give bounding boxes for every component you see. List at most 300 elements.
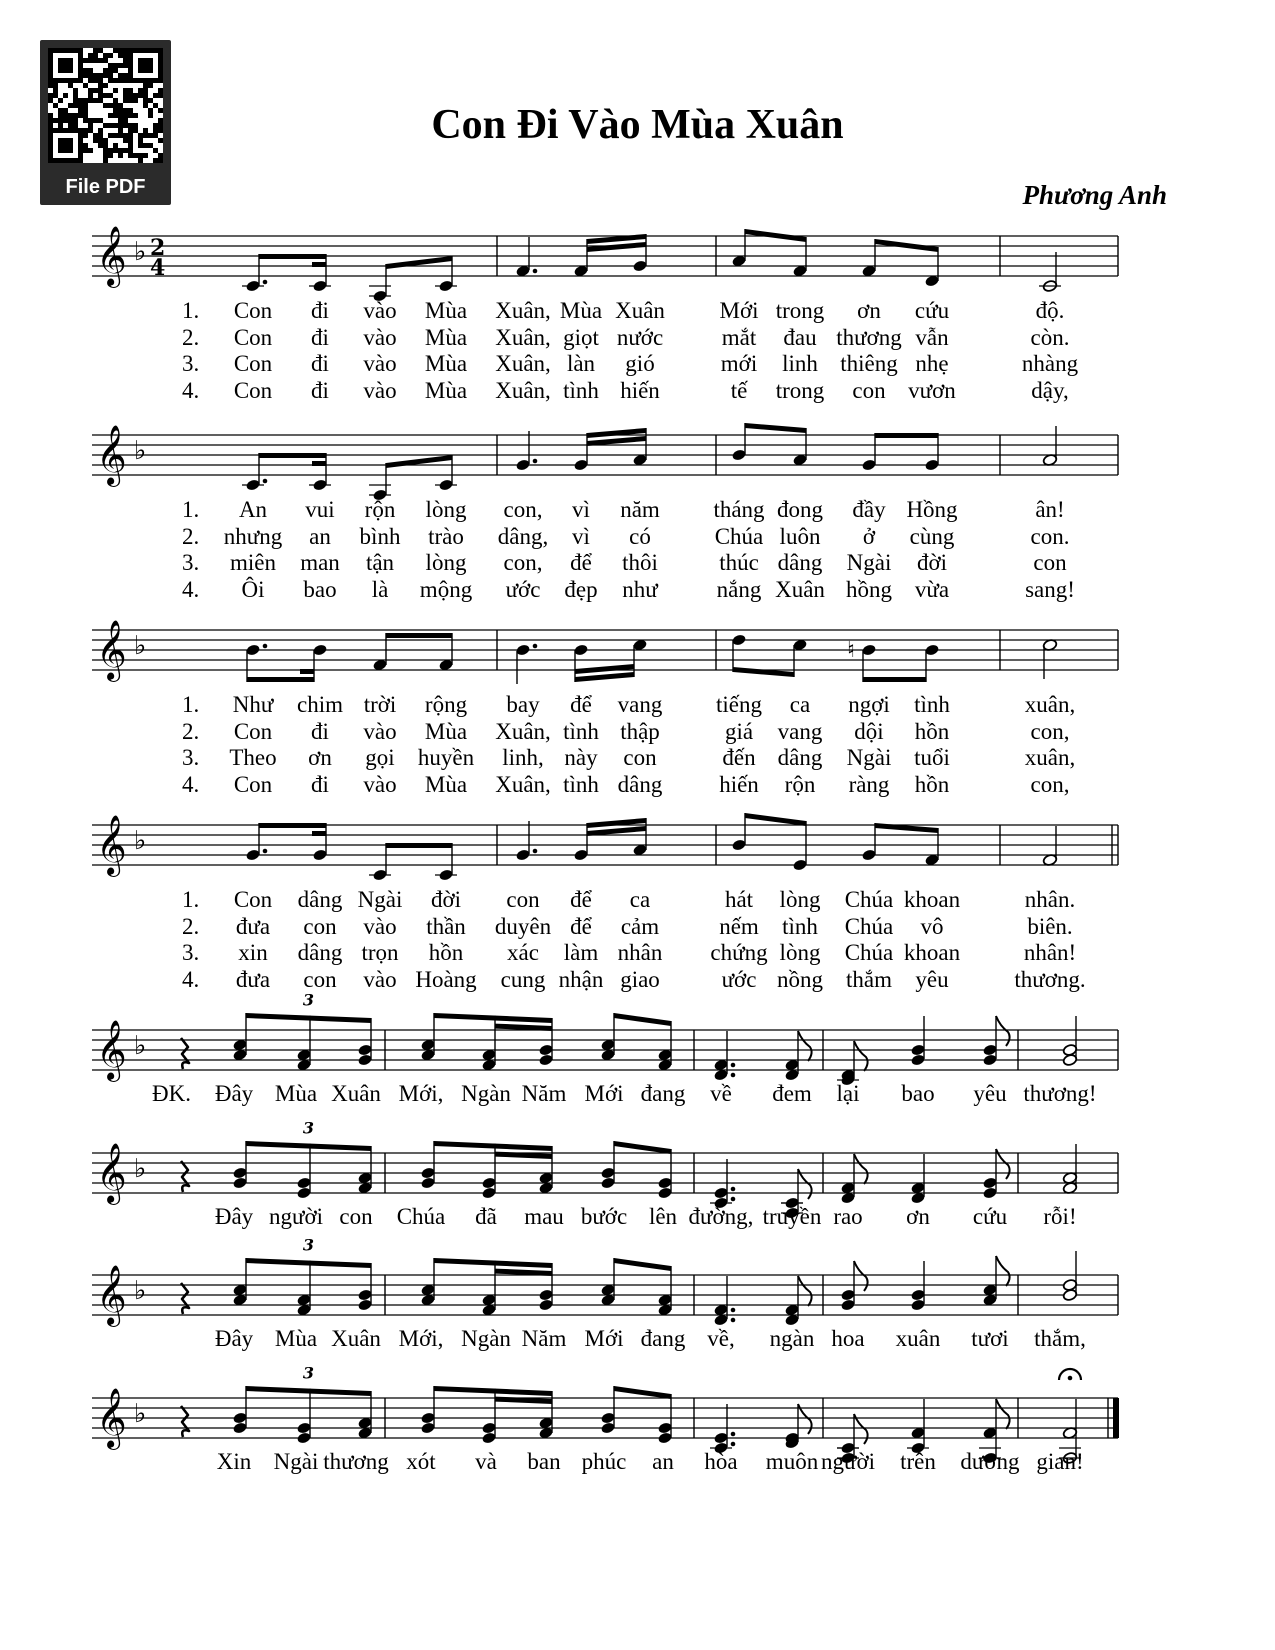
lyric-syllable: Con — [233, 377, 273, 403]
lyric-syllable: linh — [782, 351, 818, 376]
verse-number: 3. — [182, 351, 200, 376]
lyric-syllable: giao — [620, 966, 660, 992]
lyric-syllable: dậy, — [1031, 377, 1069, 403]
lyric-syllable: Ngài — [357, 887, 403, 912]
lyric-syllable: Mới, — [398, 1326, 444, 1351]
lyric-syllable: dương — [960, 1449, 1020, 1474]
qr-label: File PDF — [65, 176, 146, 198]
lyric-syllable: ước — [505, 576, 541, 602]
lyric-syllable: hồn — [914, 771, 950, 797]
lyric-syllable: Mùa — [424, 298, 468, 323]
lyric-syllable: đã — [475, 1204, 497, 1229]
lyric-syllable: Mới — [719, 298, 759, 323]
augmentation-dot — [263, 644, 268, 649]
lyric-syllable: Xin — [216, 1449, 252, 1474]
lyric-syllable: con. — [1030, 523, 1070, 549]
lyric-syllable: dâng, — [497, 523, 549, 549]
lyric-syllable: đến — [722, 745, 756, 770]
quarter-rest-icon — [181, 1283, 189, 1314]
composer-name: Phương Anh — [1022, 180, 1167, 210]
treble-clef-icon: 𝄞 — [96, 620, 127, 680]
lyric-syllable: Ngàn — [461, 1326, 511, 1351]
lyric-syllable: đời — [430, 887, 462, 912]
lyric-syllable: giọt — [563, 324, 599, 350]
lyric-syllable: man — [300, 550, 340, 575]
lyric-syllable: đi — [311, 298, 329, 323]
lyric-syllable: nhân — [617, 940, 663, 965]
lyric-syllable: con, — [503, 497, 543, 522]
lyric-syllable: ngợi — [848, 692, 890, 717]
final-barline — [1113, 1398, 1119, 1438]
lyric-syllable: Xuân, — [495, 377, 551, 403]
lyric-syllable: làn — [566, 351, 596, 376]
lyric-syllable: tình — [563, 377, 599, 403]
lyric-syllable: Chúa — [844, 913, 894, 939]
lyric-syllable: Ngài — [846, 745, 892, 770]
lyric-syllable: xác — [507, 940, 539, 965]
lyric-syllable: Năm — [521, 1081, 567, 1106]
lyric-syllable: tận — [365, 550, 395, 575]
lyric-syllable: hiến — [719, 771, 759, 797]
page-title: Con Đi Vào Mùa Xuân — [431, 102, 844, 148]
lyric-syllable: Mùa — [559, 298, 603, 323]
lyric-syllable: vui — [305, 497, 335, 522]
beam — [246, 1386, 371, 1396]
augmentation-dot — [731, 1308, 736, 1313]
beam — [386, 633, 452, 638]
lyric-syllable: duyên — [494, 913, 552, 939]
lyric-syllable: cứu — [972, 1204, 1008, 1229]
flat-sign-icon: ♭ — [134, 436, 147, 466]
lyric-syllable: Ngàn — [461, 1081, 511, 1106]
beam — [246, 1141, 371, 1151]
lyric-syllable: vào — [363, 771, 397, 797]
lyric-syllable: rộn — [784, 771, 816, 797]
beam — [614, 1013, 671, 1026]
lyric-syllable: đưa — [235, 913, 271, 939]
verse-number: 3. — [182, 745, 200, 770]
augmentation-dot — [263, 849, 268, 854]
lyric-syllable: con, — [1030, 771, 1070, 797]
lyric-syllable: chứng — [710, 940, 768, 965]
lyric-syllable: Mới, — [398, 1081, 444, 1106]
lyric-syllable: tình — [563, 718, 599, 744]
lyric-syllable: ban — [527, 1449, 561, 1474]
beam — [259, 254, 326, 259]
beam — [614, 1258, 671, 1271]
augmentation-dot — [533, 459, 538, 464]
lyric-syllable: rỗi! — [1043, 1204, 1077, 1229]
lyric-syllable: nồng — [777, 966, 823, 992]
lyric-syllable: đang — [640, 1326, 686, 1351]
lyric-syllable: năm — [620, 497, 660, 522]
lyric-syllable: tế — [730, 377, 748, 403]
lyric-syllable: Con — [233, 887, 273, 912]
lyric-syllable: đầy — [852, 497, 886, 522]
beam — [259, 823, 326, 828]
lyric-syllable: luôn — [779, 523, 821, 549]
quarter-rest-icon — [181, 1406, 189, 1437]
beam — [246, 1258, 371, 1268]
lyric-syllable: người — [268, 1204, 324, 1229]
verse-number: 2. — [182, 913, 200, 939]
lyric-syllable: Con — [233, 718, 273, 744]
lyric-syllable: để — [570, 692, 592, 717]
lyric-syllable: này — [564, 745, 598, 770]
lyric-syllable: thương. — [1014, 966, 1086, 992]
beam — [614, 1141, 671, 1154]
verse-number: 2. — [182, 324, 200, 350]
lyric-syllable: huyền — [417, 745, 475, 770]
beam — [745, 813, 806, 826]
augmentation-dot — [263, 479, 268, 484]
note-flag — [798, 1031, 812, 1061]
augmentation-dot — [263, 280, 268, 285]
lyric-syllable: độ. — [1035, 298, 1065, 323]
lyric-syllable: phúc — [581, 1449, 627, 1474]
lyric-syllable: đi — [311, 324, 329, 350]
verse-number: 4. — [182, 576, 200, 602]
lyric-syllable: hồn — [914, 718, 950, 744]
beam-secondary — [587, 242, 646, 252]
lyric-syllable: Mùa — [424, 377, 468, 403]
lyric-syllable: con, — [503, 550, 543, 575]
lyric-syllable: lòng — [779, 887, 821, 912]
lyric-syllable: đi — [311, 718, 329, 744]
lyric-syllable: Theo — [229, 745, 277, 770]
fermata-dot — [1068, 1376, 1073, 1381]
lyric-syllable: dội — [854, 718, 884, 744]
lyric-syllable: về, — [707, 1326, 735, 1351]
flat-sign-icon: ♭ — [134, 237, 147, 267]
time-signature-bottom: 4 — [150, 255, 166, 281]
lyric-syllable: hát — [724, 887, 754, 912]
lyric-syllable: thương! — [1023, 1081, 1097, 1106]
lyric-syllable: con — [1033, 550, 1067, 575]
verse-number: 3. — [182, 940, 200, 965]
beam — [386, 455, 452, 468]
flat-sign-icon: ♭ — [134, 1276, 147, 1306]
lyric-syllable: Chúa — [844, 940, 894, 965]
lyric-syllable: trời — [363, 692, 397, 717]
lyric-syllable: lòng — [779, 940, 821, 965]
lyric-syllable: Mới — [584, 1326, 624, 1351]
lyric-syllable: đẹp — [564, 576, 598, 602]
quarter-rest-icon — [181, 1038, 189, 1069]
lyric-syllable: hồn — [428, 940, 464, 965]
augmentation-dot — [731, 1073, 736, 1078]
note-flag — [798, 1276, 812, 1306]
flat-sign-icon: ♭ — [134, 1154, 147, 1184]
beam — [614, 1386, 671, 1399]
lyric-syllable: xót — [406, 1449, 436, 1474]
lyric-syllable: ngàn — [769, 1326, 815, 1351]
lyric-syllable: thôi — [622, 550, 658, 575]
lyric-syllable: vào — [363, 377, 397, 403]
lyric-syllable: vào — [363, 966, 397, 992]
lyric-syllable: đi — [311, 351, 329, 376]
lyric-syllable: thập — [620, 718, 660, 744]
lyric-syllable: vào — [363, 913, 397, 939]
augmentation-dot — [533, 269, 538, 274]
beam — [587, 428, 646, 438]
flat-sign-icon: ♭ — [134, 631, 147, 661]
lyric-syllable: vang — [777, 718, 823, 744]
lyric-syllable: con — [506, 887, 540, 912]
lyric-syllable: xin — [238, 940, 268, 965]
lyric-syllable: hoa — [831, 1326, 865, 1351]
beam — [587, 818, 646, 828]
lyric-syllable: Xuân, — [495, 351, 551, 376]
beam-partial — [312, 461, 326, 466]
lyric-syllable: con — [623, 745, 657, 770]
verse-number: 2. — [182, 718, 200, 744]
lyric-syllable: bước — [580, 1204, 628, 1229]
lyric-syllable: đong — [777, 497, 823, 522]
lyric-syllable: để — [570, 913, 592, 939]
lyric-syllable: thúc — [719, 550, 759, 575]
lyric-syllable: nhàng — [1021, 351, 1079, 376]
lyric-syllable: cảm — [620, 913, 660, 939]
lyric-syllable: nếm — [719, 913, 759, 939]
beam — [434, 1386, 552, 1396]
lyric-syllable: đang — [640, 1081, 686, 1106]
triplet-number: 3 — [302, 990, 315, 1010]
lyric-syllable: Mùa — [424, 351, 468, 376]
lyric-syllable: Xuân, — [495, 298, 551, 323]
lyric-syllable: Xuân — [615, 298, 665, 323]
verse-number: 1. — [182, 298, 200, 323]
augmentation-dot — [731, 1197, 736, 1202]
lyric-syllable: mắt — [721, 324, 757, 350]
flat-sign-icon: ♭ — [134, 1399, 147, 1429]
lyric-syllable: yêu — [973, 1081, 1007, 1106]
treble-clef-icon: 𝄞 — [96, 1143, 127, 1203]
lyric-syllable: vào — [363, 298, 397, 323]
lyric-syllable: bao — [901, 1081, 935, 1106]
lyric-syllable: tình — [914, 692, 950, 717]
lyric-syllable: như — [622, 576, 658, 602]
verse-number: 4. — [182, 771, 200, 797]
lyric-syllable: nắng — [716, 576, 762, 602]
augmentation-dot — [533, 849, 538, 854]
verse-number: 1. — [182, 497, 200, 522]
lyric-syllable: dâng — [777, 550, 823, 575]
lyric-syllable: dâng — [617, 771, 663, 797]
lyric-syllable: bình — [359, 523, 401, 549]
flat-sign-icon: ♭ — [134, 1031, 147, 1061]
lyric-syllable: thương — [323, 1449, 389, 1474]
lyric-syllable: ca — [629, 887, 651, 912]
treble-clef-icon: 𝄞 — [96, 1388, 127, 1448]
lyric-syllable: vì — [572, 523, 590, 549]
lyric-syllable: ước — [721, 966, 757, 992]
lyric-syllable: Chúa — [396, 1204, 446, 1229]
note-flag — [854, 1041, 868, 1071]
lyric-syllable: Xuân, — [495, 718, 551, 744]
lyric-syllable: mau — [524, 1204, 564, 1229]
beam — [875, 433, 938, 438]
lyric-syllable: mộng — [419, 576, 473, 602]
beam — [386, 256, 452, 269]
lyric-syllable: rộng — [424, 692, 468, 717]
triplet-number: 3 — [302, 1118, 315, 1138]
lyric-syllable: lên — [648, 1204, 678, 1229]
lyric-syllable: thắm — [846, 966, 892, 992]
lyric-syllable: nước — [616, 324, 664, 350]
lyric-syllable: vang — [617, 692, 663, 717]
lyric-syllable: lòng — [425, 497, 467, 522]
lyric-syllable: muôn — [765, 1449, 819, 1474]
lyric-syllable: con — [303, 966, 337, 992]
lyric-syllable: Con — [233, 771, 273, 797]
lyric-syllable: truyền — [762, 1204, 822, 1229]
lyric-syllable: đường, — [688, 1204, 754, 1229]
lyric-syllable: hòa — [704, 1449, 738, 1474]
lyric-syllable: có — [629, 523, 651, 549]
lyric-syllable: dâng — [777, 745, 823, 770]
lyric-syllable: đời — [916, 550, 948, 575]
beam — [434, 1013, 552, 1023]
lyric-syllable: Chúa — [844, 887, 894, 912]
lyric-syllable: ca — [789, 692, 811, 717]
lyric-syllable: giá — [724, 718, 754, 744]
lyric-syllable: cùng — [909, 523, 955, 549]
lyric-syllable: an — [652, 1449, 674, 1474]
verse-number: 3. — [182, 550, 200, 575]
beam — [246, 1013, 371, 1023]
lyric-syllable: Xuân, — [495, 324, 551, 350]
lyric-syllable: Mùa — [274, 1326, 318, 1351]
lyric-syllable: đi — [311, 377, 329, 403]
lyric-syllable: còn. — [1030, 324, 1070, 350]
lyric-syllable: con — [303, 913, 337, 939]
beam — [247, 677, 314, 682]
lyric-syllable: Mùa — [424, 718, 468, 744]
lyric-syllable: hồng — [846, 576, 892, 602]
lyric-syllable: ở — [862, 523, 876, 549]
lyric-syllable: trong — [775, 298, 825, 323]
lyric-syllable: làm — [563, 940, 599, 965]
beam — [733, 667, 794, 677]
lyric-syllable: An — [238, 497, 268, 522]
lyric-syllable: Con — [233, 351, 273, 376]
augmentation-dot — [731, 1432, 736, 1437]
lyric-syllable: sang! — [1025, 576, 1075, 602]
lyric-syllable: gọi — [365, 745, 395, 770]
lyric-syllable: trọn — [361, 940, 399, 965]
beam — [575, 672, 634, 682]
note-flag — [996, 1016, 1010, 1046]
lyric-syllable: Ôi — [241, 576, 265, 602]
lyric-syllable: xuân — [895, 1326, 941, 1351]
augmentation-dot — [731, 1187, 736, 1192]
treble-clef-icon: 𝄞 — [96, 1265, 127, 1325]
lyric-syllable: Xuân — [775, 576, 825, 602]
lyric-syllable: linh, — [502, 745, 544, 770]
treble-clef-icon: 𝄞 — [96, 226, 127, 286]
lyric-syllable: Đây — [214, 1204, 254, 1229]
lyric-syllable: thiêng — [840, 351, 898, 376]
lyric-syllable: nhân! — [1023, 940, 1077, 965]
lyric-syllable: ơn — [906, 1204, 930, 1229]
lyric-syllable: Xuân — [331, 1326, 381, 1351]
lyric-syllable: Đây — [214, 1326, 254, 1351]
lyric-syllable: ràng — [848, 771, 890, 797]
lyric-syllable: nhưng — [223, 523, 283, 549]
lyric-syllable: con, — [1030, 718, 1070, 744]
lyric-syllable: lại — [836, 1081, 860, 1106]
lyric-syllable: tình — [563, 771, 599, 797]
verse-number: 1. — [182, 887, 200, 912]
augmentation-dot — [731, 1063, 736, 1068]
lyric-syllable: đi — [311, 771, 329, 797]
lyric-syllable: Mùa — [274, 1081, 318, 1106]
lyric-syllable: bay — [506, 692, 540, 717]
lyric-syllable: vừa — [914, 576, 950, 602]
lyric-syllable: lòng — [425, 550, 467, 575]
lyric-syllable: Mùa — [424, 324, 468, 350]
lyric-syllable: khoan — [903, 887, 961, 912]
lyric-syllable: Đây — [214, 1081, 254, 1106]
lyric-syllable: để — [570, 887, 592, 912]
lyric-syllable: về — [710, 1081, 732, 1106]
beam-partial — [312, 262, 326, 267]
beam — [386, 843, 452, 848]
beam-partial — [312, 831, 326, 836]
lyric-syllable: tuổi — [914, 745, 950, 770]
lyric-syllable: dâng — [297, 887, 343, 912]
lyric-syllable: biên. — [1027, 913, 1073, 939]
lyric-syllable: đem — [772, 1081, 812, 1106]
verse-number: 4. — [182, 377, 200, 403]
lyric-syllable: để — [570, 550, 592, 575]
lyric-syllable: Ngài — [273, 1449, 319, 1474]
lyric-syllable: trong — [775, 377, 825, 403]
verse-number: 4. — [182, 966, 200, 992]
lyric-syllable: ơn — [857, 298, 881, 323]
lyric-syllable: là — [371, 576, 389, 602]
lyric-syllable: vào — [363, 324, 397, 350]
natural-sign-icon: ♮ — [847, 638, 855, 663]
lyric-syllable: trào — [428, 523, 464, 549]
beam — [863, 677, 926, 682]
lyric-syllable: vẫn — [915, 324, 949, 350]
lyric-syllable: cung — [500, 966, 546, 992]
lyric-syllable: Năm — [521, 1326, 567, 1351]
lyric-syllable: mới — [720, 351, 758, 376]
note-flag — [996, 1399, 1010, 1429]
lyric-syllable: nhẹ — [915, 351, 949, 376]
lyric-syllable: rộn — [364, 497, 396, 522]
lyric-syllable: miên — [230, 550, 276, 575]
verse-number: 2. — [182, 523, 200, 549]
beam — [745, 423, 806, 433]
refrain-label: ĐK. — [152, 1081, 191, 1106]
lyric-syllable: Mới — [584, 1081, 624, 1106]
lyric-syllable: Con — [233, 324, 273, 350]
quarter-rest-icon — [181, 1161, 189, 1192]
lyric-syllable: thắm, — [1034, 1326, 1086, 1351]
lyric-syllable: dâng — [297, 940, 343, 965]
lyric-syllable: vô — [920, 913, 944, 939]
lyric-syllable: Hồng — [906, 497, 958, 522]
verse-number: 1. — [182, 692, 200, 717]
augmentation-dot — [731, 1442, 736, 1447]
lyric-syllable: cứu — [914, 298, 950, 323]
lyric-syllable: tiếng — [716, 692, 762, 717]
treble-clef-icon: 𝄞 — [96, 815, 127, 875]
